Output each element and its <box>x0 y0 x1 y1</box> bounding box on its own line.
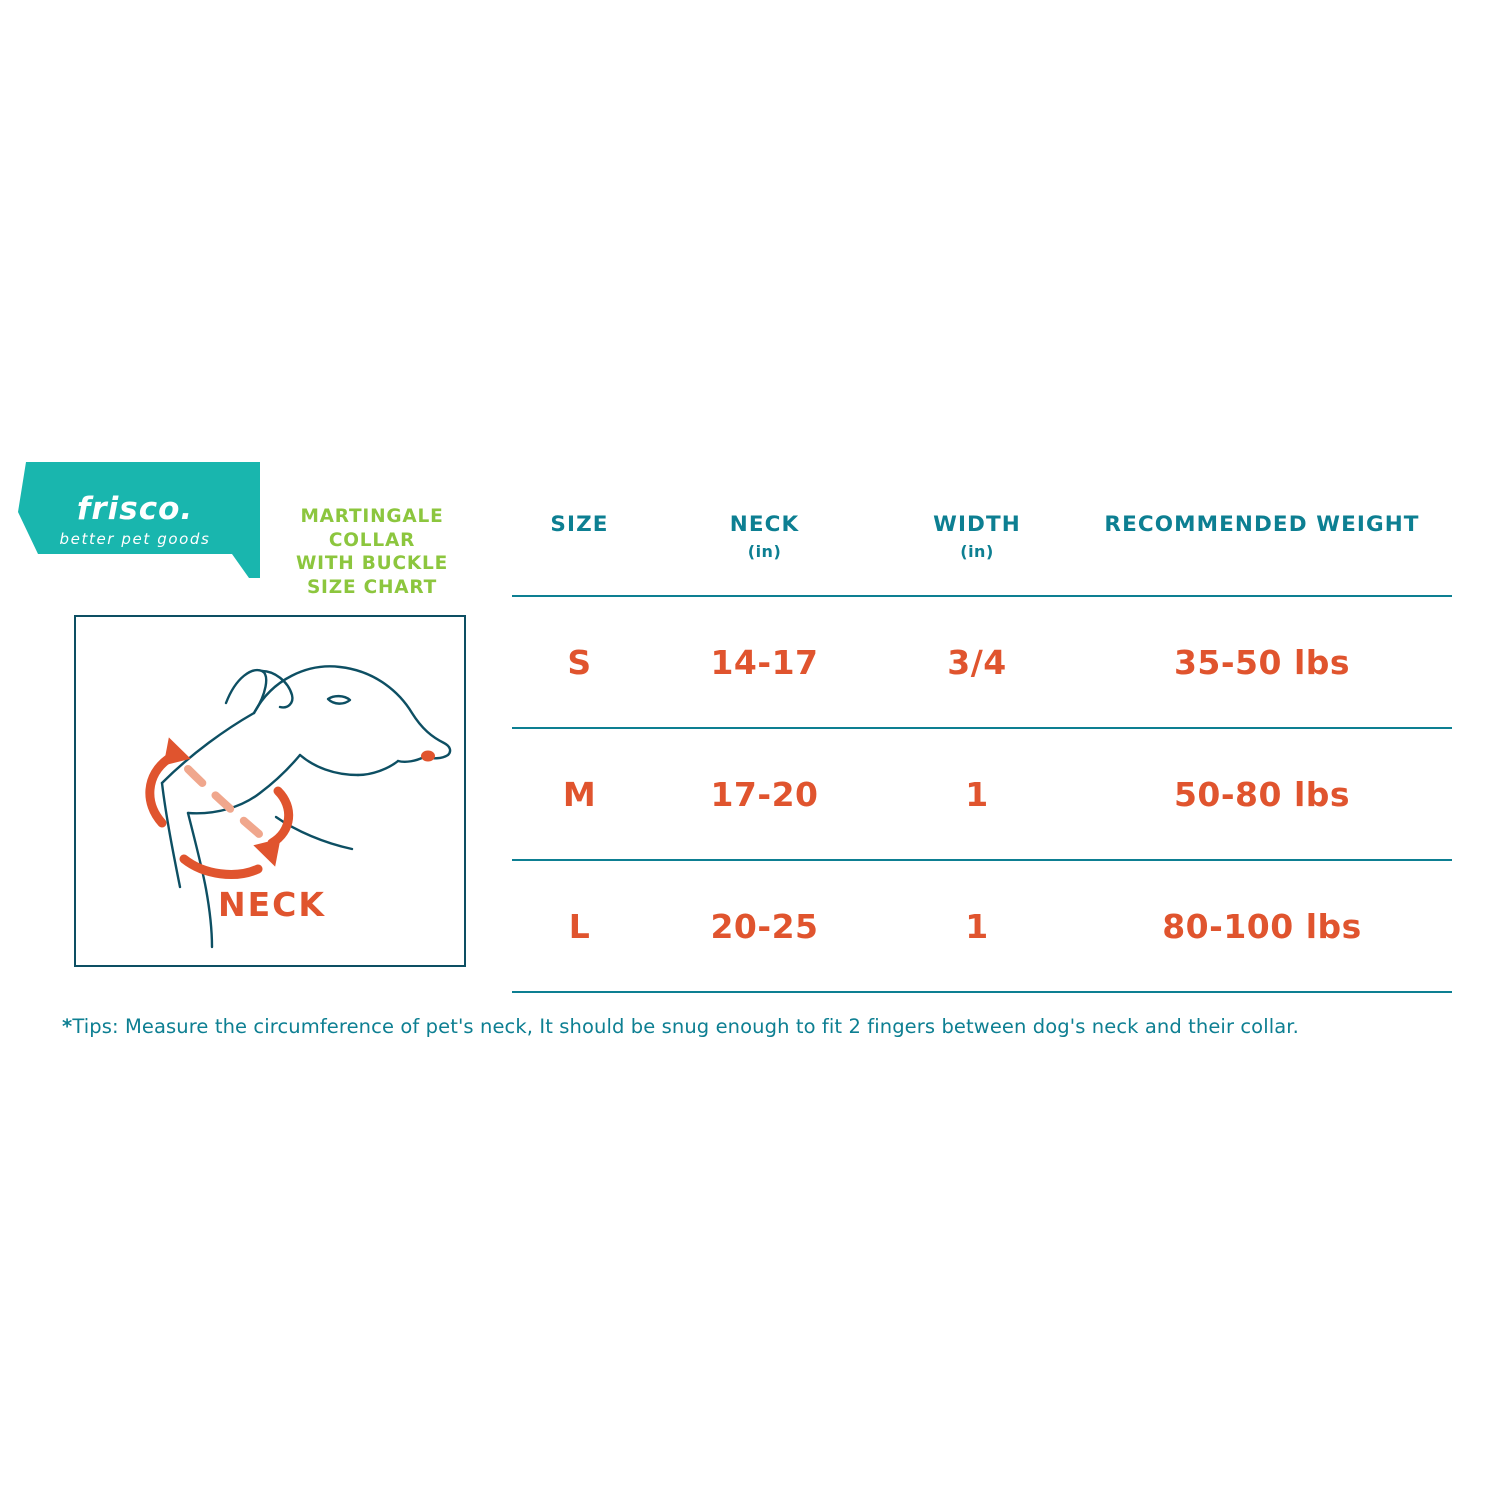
cell-weight: 35-50 lbs <box>1072 596 1452 728</box>
brand-tagline: better pet goods <box>59 529 211 548</box>
table-row <box>512 728 1452 860</box>
chart-title-line2: WITH BUCKLE <box>295 553 449 575</box>
column-header-neck-label: NECK <box>729 512 800 537</box>
brand-name: frisco. <box>76 490 194 527</box>
cell-weight: 50-80 lbs <box>1072 728 1452 860</box>
column-header-neck <box>647 512 882 596</box>
chart-title-line3: SIZE CHART <box>306 577 438 599</box>
cell-size: L <box>512 860 647 992</box>
column-header-width-unit: (in) <box>960 542 994 561</box>
size-table <box>512 512 1452 993</box>
tips-text: Tips: Measure the circumference of pet's neck, It should be snug enough to fit 2 fingers between dog's neck and their collar. <box>72 1015 1299 1038</box>
cell-neck: 17-20 <box>647 728 882 860</box>
tips-note <box>62 1015 1452 1038</box>
brand-badge <box>10 460 260 580</box>
cell-neck: 14-17 <box>647 596 882 728</box>
column-header-width <box>882 512 1072 596</box>
table-row <box>512 596 1452 728</box>
column-header-size-label: SIZE <box>550 512 609 537</box>
cell-size: M <box>512 728 647 860</box>
cell-width: 1 <box>882 728 1072 860</box>
table-row <box>512 860 1452 992</box>
column-header-weight <box>1072 512 1452 596</box>
chart-title-line1: MARTINGALE COLLAR <box>300 506 444 551</box>
size-table-wrapper <box>512 512 1452 993</box>
column-header-neck-unit: (in) <box>747 542 782 561</box>
cell-width: 1 <box>882 860 1072 992</box>
column-header-size <box>512 512 647 596</box>
dog-illustration-box <box>74 615 466 967</box>
cell-size: S <box>512 596 647 728</box>
neck-label: NECK <box>218 885 326 924</box>
column-header-weight-label: RECOMMENDED WEIGHT <box>1104 512 1420 537</box>
table-header-row <box>512 512 1452 596</box>
brand-text-group <box>10 460 260 580</box>
dog-nose-dot <box>421 751 435 762</box>
tips-star: * <box>62 1015 73 1038</box>
cell-weight: 80-100 lbs <box>1072 860 1452 992</box>
cell-width: 3/4 <box>882 596 1072 728</box>
cell-neck: 20-25 <box>647 860 882 992</box>
chart-title <box>262 505 482 600</box>
column-header-width-label: WIDTH <box>933 512 1021 537</box>
